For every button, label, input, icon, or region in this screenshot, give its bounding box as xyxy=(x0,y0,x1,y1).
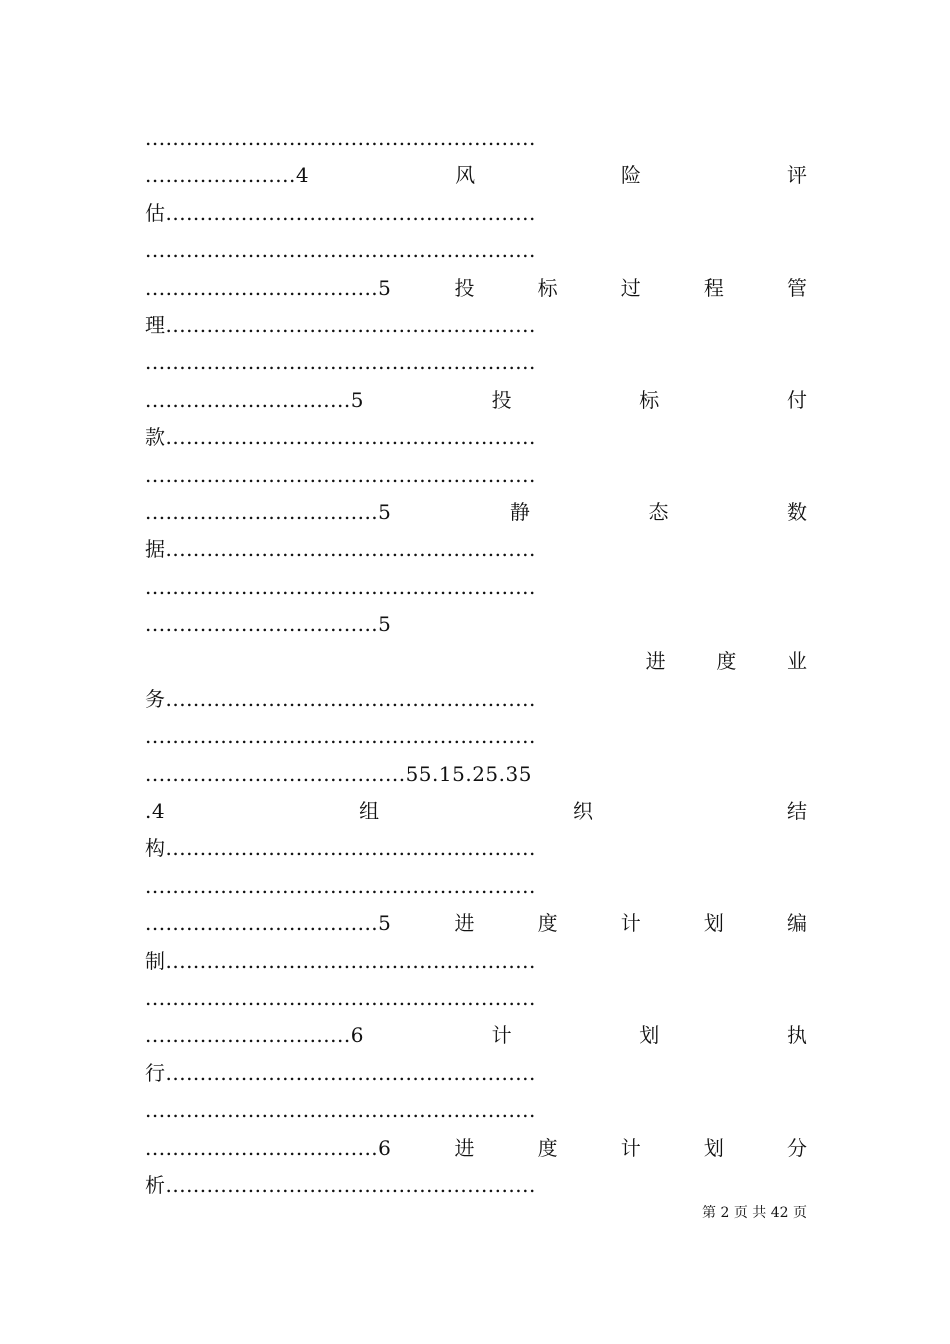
toc-line xyxy=(145,382,807,419)
toc-line: ......................................................... xyxy=(145,1098,536,1123)
toc-line xyxy=(145,793,807,830)
toc-line-part: 标 xyxy=(537,275,558,300)
toc-line: 务...................................................... xyxy=(145,686,536,711)
toc-line: 估...................................................... xyxy=(145,200,536,225)
toc-line-part: 过 xyxy=(620,275,641,300)
page-footer: 第 2 页 共 42 页 xyxy=(702,1205,807,1221)
toc-line: 制...................................................... xyxy=(145,948,536,973)
toc-line-part: ..................................6 xyxy=(145,1135,392,1160)
toc-line-part: 投 xyxy=(491,387,512,412)
toc-line: 析...................................................... xyxy=(145,1172,536,1197)
toc-line: ......................................................... xyxy=(145,985,536,1010)
toc-line-part: 执 xyxy=(786,1023,807,1048)
toc-line: ......................................................... xyxy=(145,873,536,898)
toc-line-part: 度 xyxy=(537,1135,558,1160)
toc-line-part: ..................................5 xyxy=(145,499,392,524)
toc-line-part: 程 xyxy=(703,275,724,300)
toc-line-part: 态 xyxy=(648,499,669,524)
toc-line: ......................................................... xyxy=(145,574,536,599)
toc-line: ......................................................... xyxy=(145,238,536,263)
toc-line-part: 分 xyxy=(786,1135,807,1160)
toc-line-part: 划 xyxy=(639,1023,660,1048)
toc-line: 理...................................................... xyxy=(145,312,536,337)
toc-line-part: 度 xyxy=(716,649,737,674)
toc-line: ..................................5 xyxy=(145,612,392,637)
toc-line-part: 编 xyxy=(786,911,807,936)
toc-line-part: 投 xyxy=(454,275,475,300)
toc-line-part: 风 xyxy=(455,163,476,188)
toc-line: 构...................................................... xyxy=(145,836,536,861)
toc-line-part: 进 xyxy=(454,911,475,936)
toc-line xyxy=(145,494,807,531)
toc-line: ......................................................... xyxy=(145,126,536,150)
toc-line: 款...................................................... xyxy=(145,425,536,450)
toc-line-part: ......................4 xyxy=(145,163,310,188)
toc-line-part: ..............................6 xyxy=(145,1023,364,1048)
toc-line: ......................................................... xyxy=(145,350,536,375)
toc-line-part: 划 xyxy=(703,1135,724,1160)
toc-line-part: 织 xyxy=(573,799,594,824)
toc-line xyxy=(145,157,807,194)
toc-line-part: 计 xyxy=(620,1135,641,1160)
toc-line-part: 度 xyxy=(537,911,558,936)
toc-line-part: 数 xyxy=(786,499,807,524)
toc-line: ......................................55.15.25.35 xyxy=(145,761,532,786)
toc-line xyxy=(145,643,807,680)
toc-line-part: 评 xyxy=(787,163,807,188)
toc-line-part: ..................................5 xyxy=(145,275,392,300)
toc-line-part: 险 xyxy=(621,163,642,188)
toc-line-part: 进 xyxy=(454,1135,475,1160)
toc-line xyxy=(145,1017,807,1054)
toc-line-part: 业 xyxy=(786,649,807,674)
toc-line: 行...................................................... xyxy=(145,1060,536,1085)
toc-line-part: 划 xyxy=(703,911,724,936)
toc-line xyxy=(145,905,807,942)
toc-line-part: 计 xyxy=(491,1023,512,1048)
toc-line-part: ..............................5 xyxy=(145,387,364,412)
toc-line xyxy=(145,270,807,307)
toc-line: ......................................................... xyxy=(145,462,536,487)
toc-line: 据...................................................... xyxy=(145,537,536,562)
toc-line-part: 计 xyxy=(620,911,641,936)
toc-line: ......................................................... xyxy=(145,724,536,749)
table-of-contents xyxy=(145,120,807,1204)
toc-line-part: ..................................5 xyxy=(145,911,392,936)
toc-line-part: 结 xyxy=(787,799,807,824)
toc-line-part: 管 xyxy=(786,275,807,300)
toc-line-part: 组 xyxy=(359,799,380,824)
toc-line-part: 进 xyxy=(645,649,666,674)
toc-line-part: 标 xyxy=(639,387,660,412)
toc-line xyxy=(145,1130,807,1167)
toc-line-part: 付 xyxy=(786,387,807,412)
toc-line-part: .4 xyxy=(145,799,166,824)
toc-line-part: 静 xyxy=(509,499,530,524)
